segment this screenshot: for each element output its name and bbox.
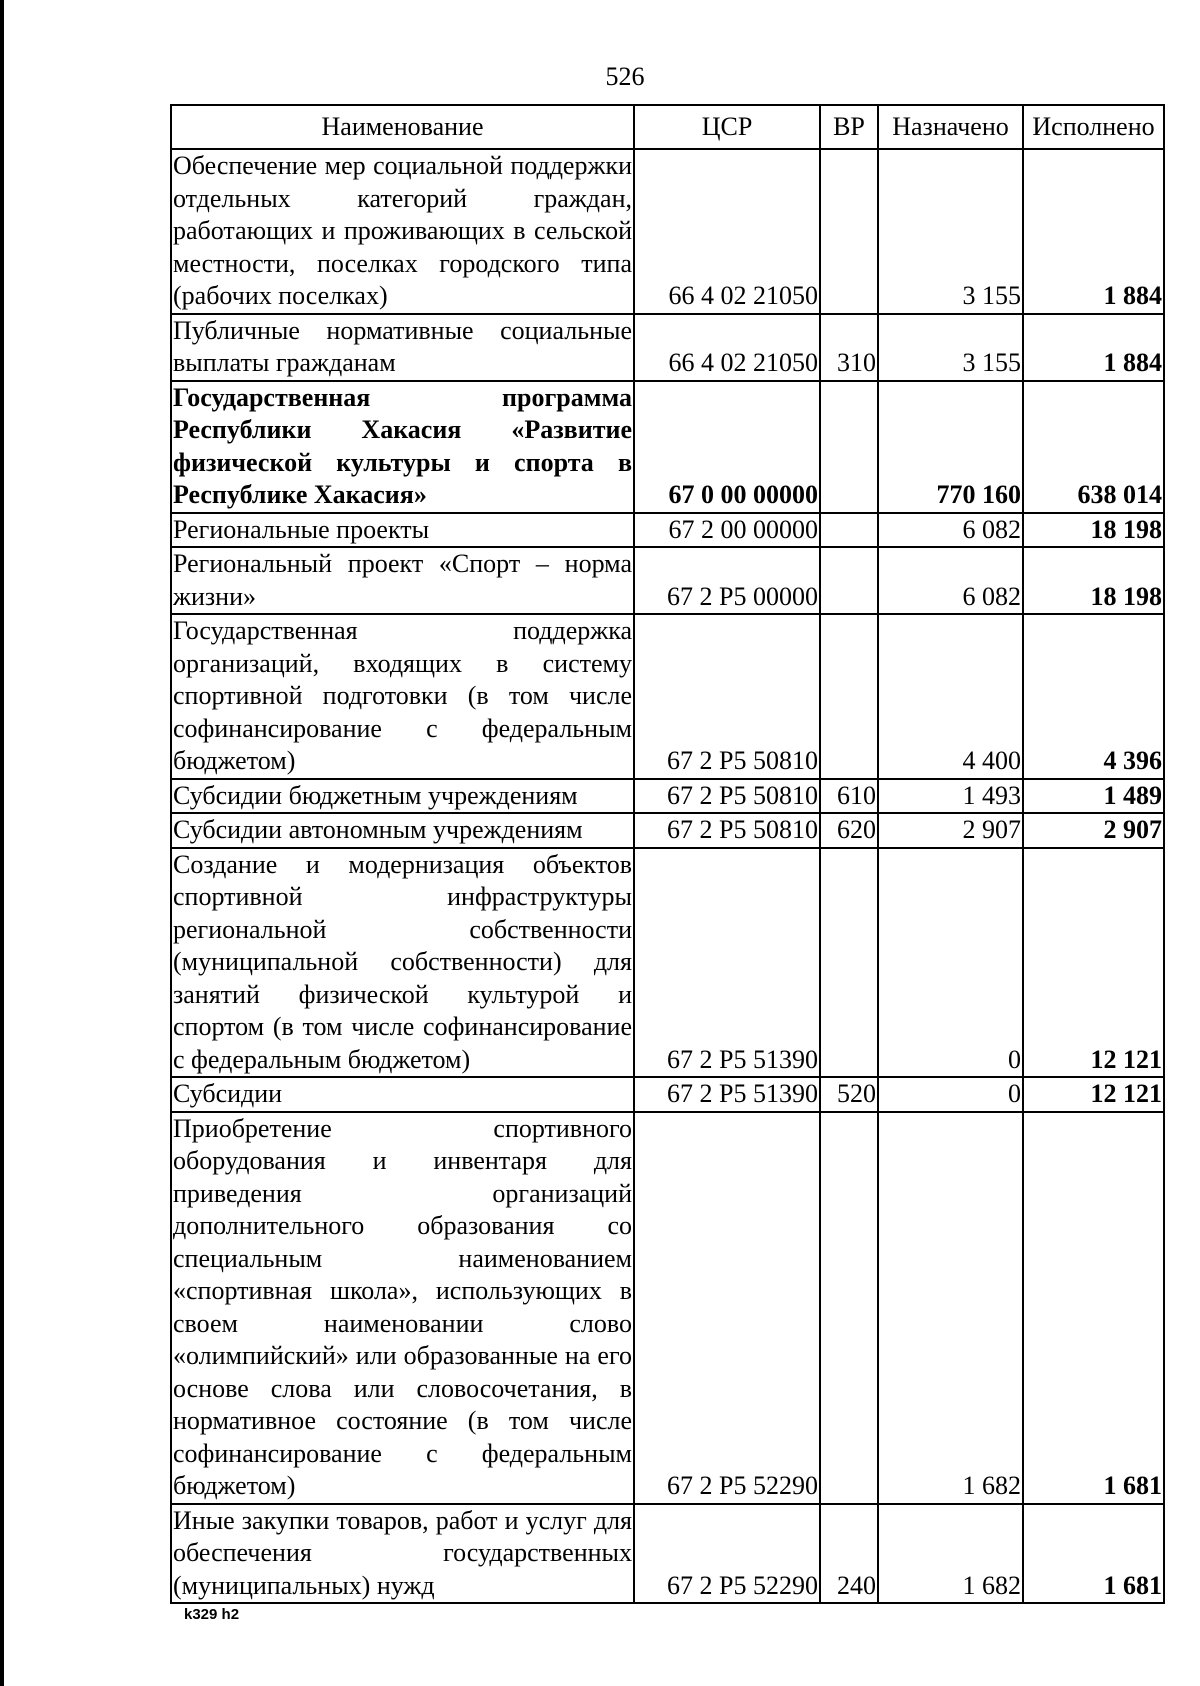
row-executed: 1 489: [1023, 779, 1164, 814]
table-row: [171, 149, 1164, 314]
row-name: Публичные нормативные социальные выплаты гражданам: [171, 314, 634, 381]
row-assigned: 2 907: [878, 813, 1023, 848]
row-name: Приобретение спортивного оборудования и инвентаря для приведения организаций дополнительного образования со специальным наименованием «спортивная школа», использующих в своем наименовании слово «олимпийский» или образованные на его основе слова или словосочетания, в нормативное состояние (в том числе софинансирование с федеральным бюджетом): [171, 1112, 634, 1504]
row-name: Создание и модернизация объектов спортивной инфраструктуры региональной собственности (муниципальной собственности) для занятий физической культурой и спортом (в том числе софинансирование с федеральным бюджетом): [171, 848, 634, 1078]
row-vr: [820, 381, 878, 513]
header-executed: Исполнено: [1023, 105, 1164, 149]
budget-table: [170, 104, 1165, 1604]
table-row: [171, 381, 1164, 513]
row-name: Иные закупки товаров, работ и услуг для обеспечения государственных (муниципальных) нужд: [171, 1504, 634, 1604]
row-csr: 66 4 02 21050: [634, 314, 820, 381]
row-vr: [820, 848, 878, 1078]
row-name: Региональные проекты: [171, 513, 634, 548]
row-executed: 18 198: [1023, 547, 1164, 614]
row-assigned: 4 400: [878, 614, 1023, 779]
row-executed: 12 121: [1023, 1077, 1164, 1112]
row-executed: 638 014: [1023, 381, 1164, 513]
row-assigned: 0: [878, 848, 1023, 1078]
footer-code: k329 h2: [184, 1606, 240, 1623]
row-csr: 67 2 P5 52290: [634, 1112, 820, 1504]
header-assigned: Назначено: [878, 105, 1023, 149]
row-vr: 240: [820, 1504, 878, 1604]
row-csr: 67 2 P5 51390: [634, 1077, 820, 1112]
scan-edge: [0, 0, 4, 1686]
row-executed: 4 396: [1023, 614, 1164, 779]
row-assigned: 6 082: [878, 547, 1023, 614]
row-vr: [820, 1112, 878, 1504]
row-vr: [820, 547, 878, 614]
row-assigned: 1 682: [878, 1504, 1023, 1604]
header-name: Наименование: [171, 105, 634, 149]
row-name: Региональный проект «Спорт – норма жизни»: [171, 547, 634, 614]
row-name: Субсидии автономным учреждениям: [171, 813, 634, 848]
row-csr: 67 2 P5 50810: [634, 813, 820, 848]
row-executed: 1 681: [1023, 1504, 1164, 1604]
table-row: [171, 779, 1164, 814]
header-vr: ВР: [820, 105, 878, 149]
header-csr: ЦСР: [634, 105, 820, 149]
row-assigned: 770 160: [878, 381, 1023, 513]
row-executed: 1 884: [1023, 314, 1164, 381]
row-executed: 12 121: [1023, 848, 1164, 1078]
page-number: 526: [605, 62, 645, 91]
row-executed: 2 907: [1023, 813, 1164, 848]
row-csr: 67 2 00 00000: [634, 513, 820, 548]
row-executed: 1 681: [1023, 1112, 1164, 1504]
table-header-row: [171, 105, 1164, 149]
row-csr: 67 2 P5 51390: [634, 848, 820, 1078]
row-name: Государственная поддержка организаций, входящих в систему спортивной подготовки (в том числе софинансирование с федеральным бюджетом): [171, 614, 634, 779]
table-row: [171, 547, 1164, 614]
table-row: [171, 614, 1164, 779]
row-assigned: 3 155: [878, 149, 1023, 314]
row-name: Обеспечение мер социальной поддержки отдельных категорий граждан, работающих и проживающих в сельской местности, поселках городского типа (рабочих поселках): [171, 149, 634, 314]
row-csr: 67 0 00 00000: [634, 381, 820, 513]
row-assigned: 6 082: [878, 513, 1023, 548]
row-vr: 520: [820, 1077, 878, 1112]
table-row: [171, 513, 1164, 548]
row-assigned: 3 155: [878, 314, 1023, 381]
row-csr: 67 2 P5 00000: [634, 547, 820, 614]
row-assigned: 1 493: [878, 779, 1023, 814]
row-csr: 67 2 P5 50810: [634, 614, 820, 779]
row-vr: [820, 614, 878, 779]
row-name: Субсидии бюджетным учреждениям: [171, 779, 634, 814]
row-name: Государственная программа Республики Хакасия «Развитие физической культуры и спорта в Республике Хакасия»: [171, 381, 634, 513]
table-row: [171, 1077, 1164, 1112]
row-csr: 67 2 P5 50810: [634, 779, 820, 814]
table-row: [171, 1504, 1164, 1604]
row-assigned: 0: [878, 1077, 1023, 1112]
table-row: [171, 813, 1164, 848]
row-csr: 67 2 P5 52290: [634, 1504, 820, 1604]
table-row: [171, 848, 1164, 1078]
row-vr: 610: [820, 779, 878, 814]
row-vr: [820, 149, 878, 314]
row-csr: 66 4 02 21050: [634, 149, 820, 314]
table-row: [171, 1112, 1164, 1504]
table-row: [171, 314, 1164, 381]
row-vr: [820, 513, 878, 548]
row-name: Субсидии: [171, 1077, 634, 1112]
row-vr: 620: [820, 813, 878, 848]
row-assigned: 1 682: [878, 1112, 1023, 1504]
row-executed: 1 884: [1023, 149, 1164, 314]
row-executed: 18 198: [1023, 513, 1164, 548]
row-vr: 310: [820, 314, 878, 381]
